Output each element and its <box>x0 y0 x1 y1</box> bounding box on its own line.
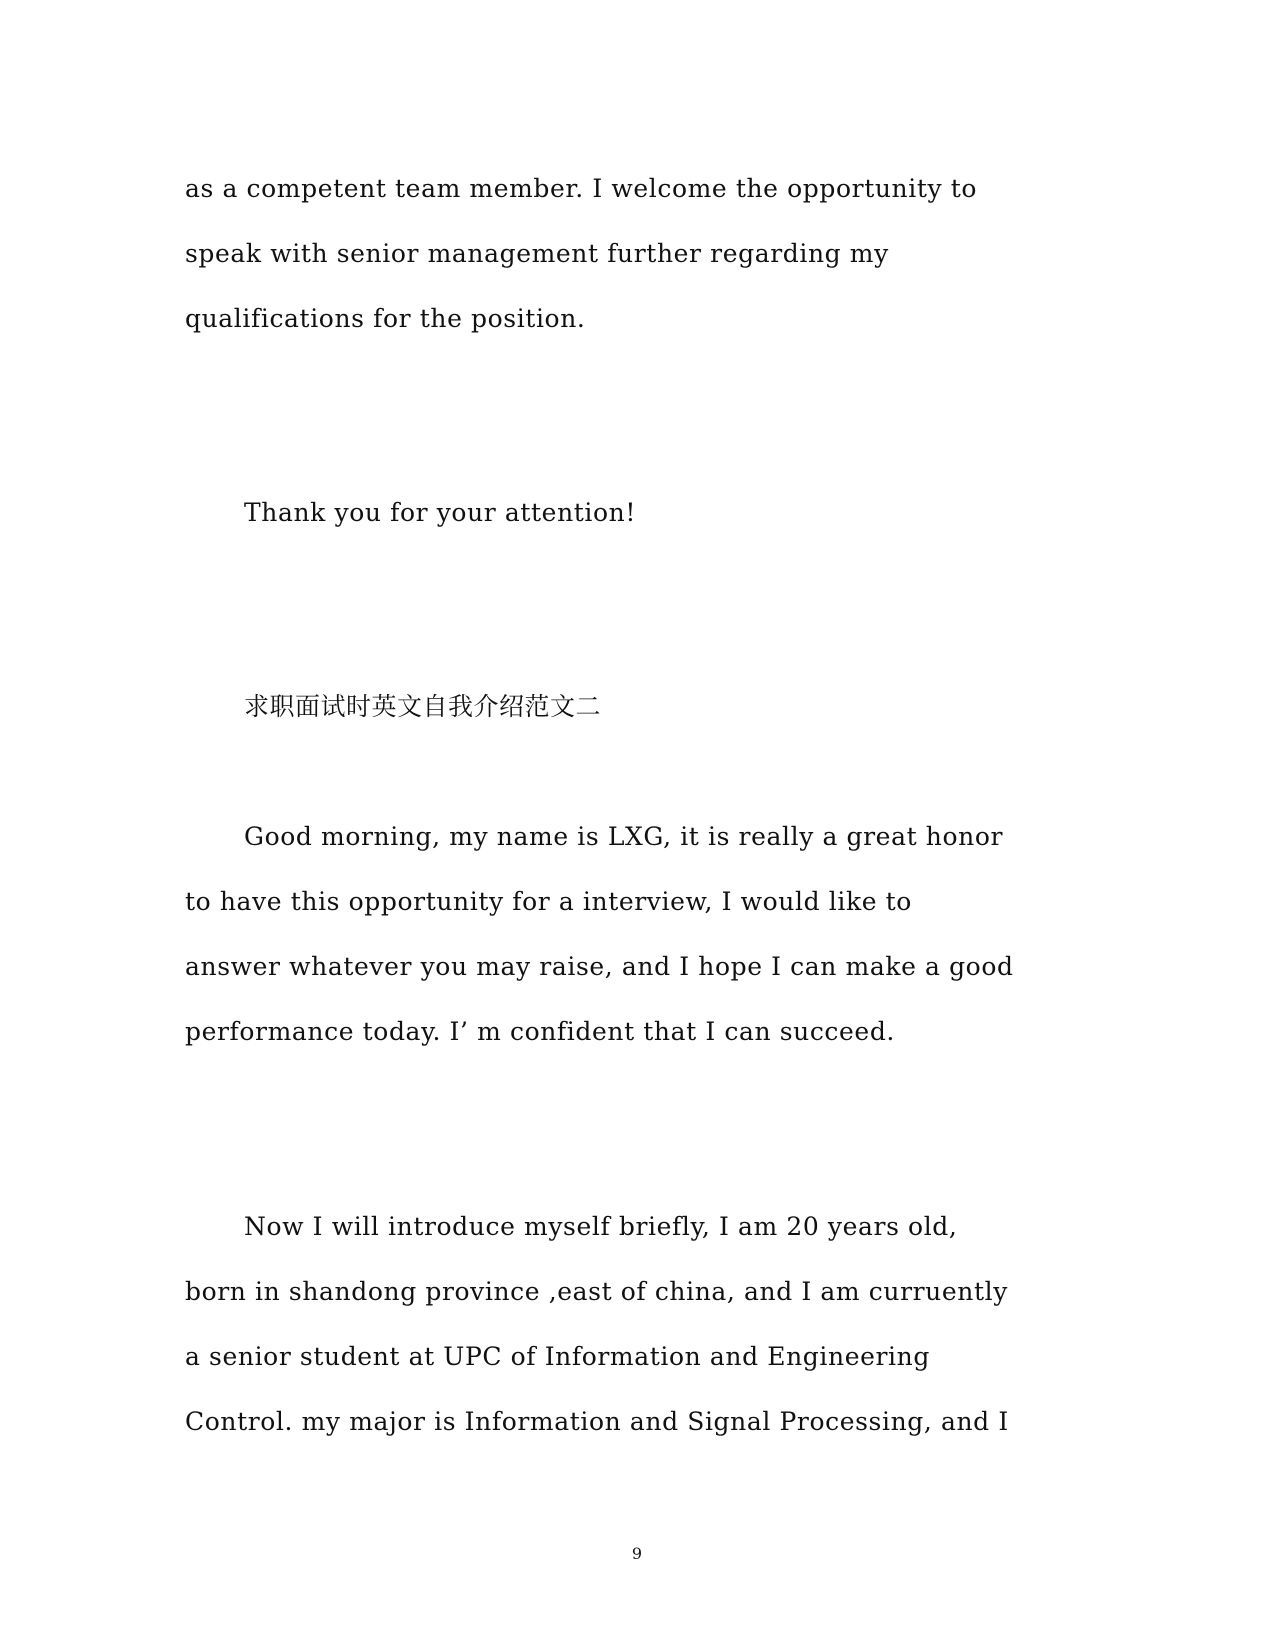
paragraph-3-line-2: born in shandong province ,east of china, and I am curruently <box>185 1277 1008 1306</box>
page-number: 9 <box>631 1544 643 1563</box>
paragraph-3-line-4: Control. my major is Information and Signal Processing, and I <box>185 1407 1009 1436</box>
paragraph-2-line-3: answer whatever you may raise, and I hope I can make a good <box>185 952 1014 981</box>
section-heading: 求职面试时英文自我介绍范文二 <box>244 692 602 721</box>
paragraph-2-line-1: Good morning, my name is LXG, it is really a great honor <box>244 822 1004 851</box>
paragraph-2-line-4: performance today. I’ m confident that I can succeed. <box>185 1017 895 1046</box>
paragraph-3-line-1: Now I will introduce myself briefly, I am 20 years old, <box>244 1212 958 1241</box>
paragraph-2-line-2: to have this opportunity for a interview, I would like to <box>185 887 912 916</box>
paragraph-1-line-3: qualifications for the position. <box>185 304 586 333</box>
closing-line: Thank you for your attention! <box>244 498 637 527</box>
paragraph-1-line-2: speak with senior management further regarding my <box>185 239 889 268</box>
paragraph-3-line-3: a senior student at UPC of Information and Engineering <box>185 1342 930 1371</box>
paragraph-1-line-1: as a competent team member. I welcome the opportunity to <box>185 174 978 203</box>
